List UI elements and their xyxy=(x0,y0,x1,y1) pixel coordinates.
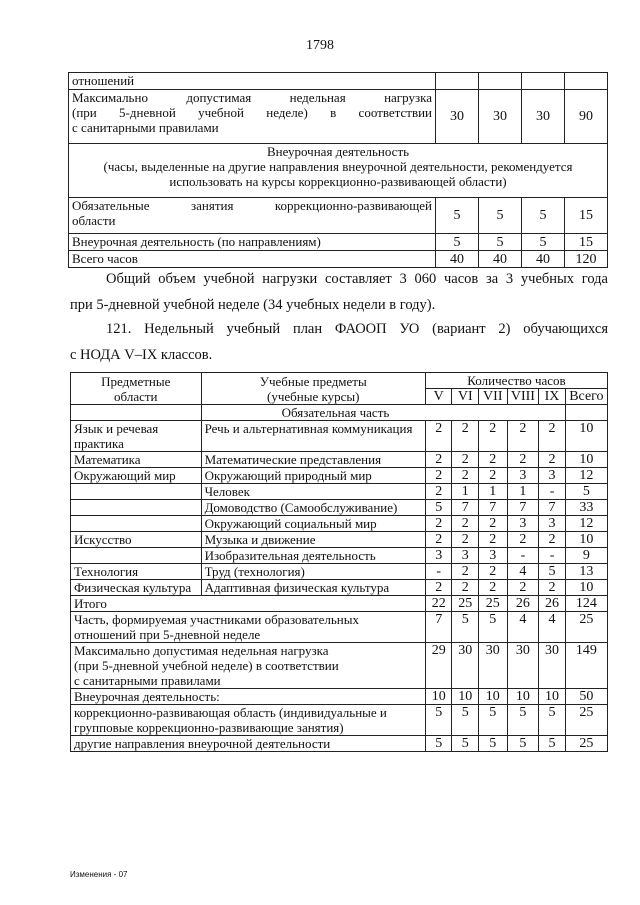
table-row xyxy=(71,405,608,421)
table-row xyxy=(69,251,608,268)
cell-value: 3 xyxy=(539,468,566,484)
table-row xyxy=(71,421,608,452)
cell-value: 1 xyxy=(479,484,508,500)
row-label: Внеурочная деятельность: xyxy=(71,689,426,705)
header-hours: Количество часов xyxy=(425,373,607,389)
cell-value: 5 xyxy=(565,484,607,500)
row-label: Внеурочная деятельность (по направлениям) xyxy=(69,234,436,251)
cell-value: 5 xyxy=(436,234,479,251)
table-row: другие направления внеурочной деятельности 5 5 5 5 5 25 xyxy=(71,736,608,752)
continued-plan-table xyxy=(68,72,608,268)
row-label: коррекционно-развивающая область (индивидуальные и групповые коррекционно-развивающие занятия) xyxy=(71,705,426,736)
table-row xyxy=(71,484,608,500)
row-label: другие направления внеурочной деятельности xyxy=(71,736,426,752)
table-row: Часть, формируемая участниками образовательных отношений при 5-дневной неделе 7 5 5 4 4 25 xyxy=(71,612,608,643)
cell-value: 2 xyxy=(479,564,508,580)
cell-value: 2 xyxy=(425,484,452,500)
header-subject-area: Предметные области xyxy=(71,373,202,405)
weekly-plan-table xyxy=(70,372,608,752)
subject-area xyxy=(71,484,202,500)
table-row xyxy=(71,532,608,548)
subject: Музыка и движение xyxy=(201,532,425,548)
cell-value: 40 xyxy=(479,251,522,268)
cell-value: 7 xyxy=(479,500,508,516)
cell-value: 7 xyxy=(452,500,479,516)
subject: Окружающий природный мир xyxy=(201,468,425,484)
cell-value: 2 xyxy=(425,452,452,468)
cell-value: 2 xyxy=(452,532,479,548)
cell-value: 7 xyxy=(507,500,539,516)
cell-value: 10 xyxy=(565,421,607,452)
subject: Изобразительная деятельность xyxy=(201,548,425,564)
cell-value: 2 xyxy=(539,421,566,452)
cell-value: - xyxy=(539,484,566,500)
subject-area: Искусство xyxy=(71,532,202,548)
cell-value: 13 xyxy=(565,564,607,580)
cell-value: 2 xyxy=(425,468,452,484)
subject-area: Физическая культура xyxy=(71,580,202,596)
cell-value: 120 xyxy=(565,251,608,268)
cell-value: 2 xyxy=(425,516,452,532)
table-row xyxy=(69,234,608,251)
subject-area: Технология xyxy=(71,564,202,580)
table-row xyxy=(71,580,608,596)
cell-value: 10 xyxy=(565,452,607,468)
cell-value: 2 xyxy=(479,532,508,548)
cell-value: 2 xyxy=(452,516,479,532)
cell-value: 2 xyxy=(452,580,479,596)
cell-value: - xyxy=(539,548,566,564)
row-label: отношений xyxy=(69,73,436,90)
header-grade: VII xyxy=(479,389,508,405)
subject: Адаптивная физическая культура xyxy=(201,580,425,596)
cell-value: 2 xyxy=(507,421,539,452)
table-row xyxy=(71,452,608,468)
subject: Математические представления xyxy=(201,452,425,468)
cell-value: 2 xyxy=(452,421,479,452)
table-row xyxy=(69,198,608,234)
row-label: Часть, формируемая участниками образовательных отношений при 5-дневной неделе xyxy=(71,612,426,643)
cell-value: 2 xyxy=(507,532,539,548)
cell-value: 2 xyxy=(507,580,539,596)
cell-value: 15 xyxy=(565,234,608,251)
cell-value: 3 xyxy=(452,548,479,564)
header-grade: VIII xyxy=(507,389,539,405)
cell-value: 2 xyxy=(479,421,508,452)
cell-value: 5 xyxy=(436,198,479,234)
cell-value: 3 xyxy=(539,516,566,532)
row-label: Итого xyxy=(71,596,426,612)
cell-value: 5 xyxy=(479,198,522,234)
paragraph-total-load: Общий объем учебной нагрузки составляет 3 060 часов за 3 учебных года при 5-дневной учебной неделе (34 учебных недели в году). xyxy=(70,271,608,313)
cell-value: 10 xyxy=(565,580,607,596)
table-row xyxy=(69,144,608,198)
table-row xyxy=(69,73,608,90)
header-grade: VI xyxy=(452,389,479,405)
subject: Труд (технология) xyxy=(201,564,425,580)
cell-value: 3 xyxy=(425,548,452,564)
cell-value: 1 xyxy=(452,484,479,500)
header-grade: V xyxy=(425,389,452,405)
table-row: Итого 22 25 25 26 26 124 xyxy=(71,596,608,612)
cell-value: - xyxy=(425,564,452,580)
section-mandatory: Обязательная часть xyxy=(201,405,565,421)
cell-value: 2 xyxy=(425,580,452,596)
subject-area: Математика xyxy=(71,452,202,468)
cell-value: 4 xyxy=(507,564,539,580)
cell-value: - xyxy=(507,548,539,564)
cell-value: 12 xyxy=(565,468,607,484)
table-row xyxy=(71,548,608,564)
subject: Окружающий социальный мир xyxy=(201,516,425,532)
section-header: Внеурочная деятельность (часы, выделенные на другие направления внеурочной деятельности, рекомендуется использовать на курсы коррекционно-развивающей области) xyxy=(69,144,608,198)
cell-value: 2 xyxy=(452,452,479,468)
cell-value: 7 xyxy=(539,500,566,516)
table-header-row xyxy=(71,373,608,389)
cell-value: 12 xyxy=(565,516,607,532)
cell-value: 2 xyxy=(539,532,566,548)
cell-value: 3 xyxy=(479,548,508,564)
cell-value: 10 xyxy=(565,532,607,548)
subject-area: Окружающий мир xyxy=(71,468,202,484)
cell-value: 2 xyxy=(425,421,452,452)
cell-value: 30 xyxy=(436,90,479,144)
cell-value: 3 xyxy=(507,468,539,484)
cell-value: 2 xyxy=(479,516,508,532)
cell-value: 2 xyxy=(479,452,508,468)
page-number: 1798 xyxy=(306,38,334,53)
cell-value: 2 xyxy=(479,580,508,596)
cell-value: 5 xyxy=(539,564,566,580)
table-row xyxy=(71,564,608,580)
subject: Домоводство (Самообслуживание) xyxy=(201,500,425,516)
row-label: Обязательные занятия коррекционно-развивающей области xyxy=(69,198,436,234)
footer-note: Изменения - 07 xyxy=(70,870,128,879)
table-row xyxy=(71,500,608,516)
table-row: Внеурочная деятельность: 10 10 10 10 10 50 xyxy=(71,689,608,705)
subject: Человек xyxy=(201,484,425,500)
cell-value: 2 xyxy=(452,468,479,484)
header-total: Всего xyxy=(565,389,607,405)
cell-value: 3 xyxy=(507,516,539,532)
subject-area xyxy=(71,548,202,564)
table-row xyxy=(71,468,608,484)
cell-value: 2 xyxy=(539,452,566,468)
cell-value: 40 xyxy=(522,251,565,268)
row-label: Максимально допустимая недельная нагрузка (при 5-дневной учебной неделе) в соответствии с санитарными правилами xyxy=(71,643,426,689)
cell-value: 1 xyxy=(507,484,539,500)
table-row: Максимально допустимая недельная нагрузка (при 5-дневной учебной неделе) в соответствии с санитарными правилами 29 30 30 30 30 149 xyxy=(71,643,608,689)
cell-value: 5 xyxy=(522,198,565,234)
subject-area: Язык и речевая практика xyxy=(71,421,202,452)
subject-area xyxy=(71,500,202,516)
row-label: Максимально допустимая недельная нагрузка (при 5-дневной учебной неделе) в соответствии с санитарными правилами xyxy=(69,90,436,144)
table-row xyxy=(71,516,608,532)
cell-value: 5 xyxy=(425,500,452,516)
cell-value: 90 xyxy=(565,90,608,144)
cell-value: 5 xyxy=(522,234,565,251)
cell-value: 30 xyxy=(522,90,565,144)
table-row xyxy=(69,90,608,144)
cell-value: 2 xyxy=(452,564,479,580)
cell-value: 2 xyxy=(479,468,508,484)
cell-value: 40 xyxy=(436,251,479,268)
cell-value: 9 xyxy=(565,548,607,564)
paragraph-plan-heading: 121. Недельный учебный план ФАООП УО (вариант 2) обучающихся с НОДА V–IX классов. xyxy=(70,321,608,363)
table-row: коррекционно-развивающая область (индивидуальные и групповые коррекционно-развивающие занятия) 5 5 5 5 5 25 xyxy=(71,705,608,736)
cell-value: 30 xyxy=(479,90,522,144)
cell-value: 5 xyxy=(479,234,522,251)
cell-value: 2 xyxy=(507,452,539,468)
cell-value: 15 xyxy=(565,198,608,234)
cell-value: 2 xyxy=(425,532,452,548)
cell-value: 33 xyxy=(565,500,607,516)
subject-area xyxy=(71,516,202,532)
subject: Речь и альтернативная коммуникация xyxy=(201,421,425,452)
row-label: Всего часов xyxy=(69,251,436,268)
header-grade: IX xyxy=(539,389,566,405)
header-subjects: Учебные предметы (учебные курсы) xyxy=(201,373,425,405)
cell-value: 2 xyxy=(539,580,566,596)
